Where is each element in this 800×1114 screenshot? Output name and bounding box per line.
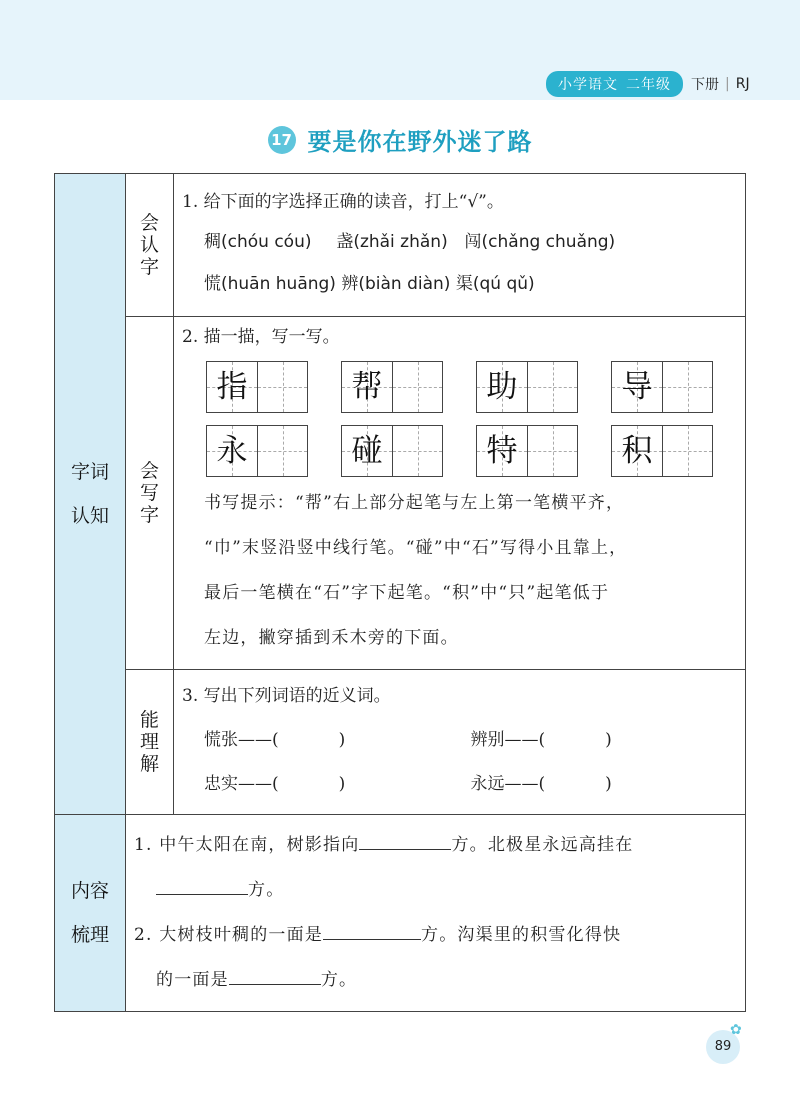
writing-grid[interactable]	[476, 361, 578, 413]
pinyin-char: 闯	[464, 232, 482, 252]
neirong-content	[126, 815, 746, 1012]
pinyin-char: 盏	[336, 232, 354, 252]
separator: |	[725, 76, 730, 92]
category-line: 梳理	[70, 924, 109, 946]
category-neirong-shuli	[55, 815, 126, 1012]
question-text: 方。北极星永远高挂在	[451, 835, 634, 855]
question-text: 方。沟渠里的积雪化得快	[421, 925, 622, 945]
subcategory-label: 会写字	[139, 460, 159, 526]
subcategory-nenglijie	[126, 670, 174, 815]
subject-grade-pill	[546, 71, 683, 97]
lesson-title: 要是你在野外迷了路	[307, 128, 533, 156]
question-text: 方。	[248, 880, 285, 900]
answer-blank[interactable]	[323, 920, 421, 940]
huirenzi-content	[174, 174, 746, 317]
model-char: 帮	[351, 369, 383, 405]
pinyin-options[interactable]: (chóu cóu)	[221, 232, 312, 252]
volume-label: 下册	[691, 77, 719, 93]
flower-decoration-icon: ✿	[730, 1022, 742, 1038]
writing-grid-row	[182, 425, 737, 477]
tip-line: “巾”末竖沿竖中线行笔。“碰”中“石”写得小且靠上，	[204, 538, 628, 558]
model-char: 碰	[351, 433, 383, 469]
paren-close: )	[605, 774, 612, 794]
question-2	[134, 913, 739, 958]
model-char: 指	[216, 369, 248, 405]
question-1-cont	[134, 868, 739, 913]
synonym-item	[204, 718, 471, 762]
synonym-row	[182, 718, 737, 762]
answer-blank[interactable]	[229, 965, 321, 985]
pinyin-options[interactable]: (chǎng chuǎng)	[481, 232, 616, 252]
pinyin-options[interactable]: (qú qǔ)	[472, 274, 535, 294]
practice-cell[interactable]	[392, 426, 442, 476]
instruction: 3. 写出下列词语的近义词。	[182, 686, 391, 706]
synonym-item	[204, 762, 471, 806]
subject-label: 小学语文	[558, 77, 618, 93]
writing-grid[interactable]	[476, 425, 578, 477]
pinyin-char: 稠	[204, 232, 221, 252]
dash: ——	[504, 774, 539, 794]
tip-line: 最后一笔横在“石”字下起笔。“积”中“只”起笔低于	[204, 583, 610, 603]
pinyin-char: 渠	[455, 274, 473, 294]
subcategory-label: 能理解	[139, 709, 159, 775]
answer-blank[interactable]	[359, 830, 451, 850]
pinyin-char: 慌	[204, 274, 221, 294]
lesson-heading	[0, 122, 800, 157]
category-line: 认知	[70, 505, 109, 527]
model-char: 积	[621, 433, 653, 469]
synonym-word: 忠实	[204, 774, 238, 794]
question-text: 1. 中午太阳在南，树影指向	[134, 835, 360, 855]
subcategory-label: 会认字	[139, 212, 159, 278]
synonym-row	[182, 762, 737, 806]
synonym-item	[471, 718, 738, 762]
model-char: 导	[621, 369, 653, 405]
practice-cell[interactable]	[257, 362, 307, 412]
answer-blank[interactable]	[156, 875, 248, 895]
category-line: 字词	[70, 461, 109, 483]
synonym-item	[471, 762, 738, 806]
model-char: 助	[486, 369, 518, 405]
subcategory-huirenzi	[126, 174, 174, 317]
practice-cell[interactable]	[257, 426, 307, 476]
row-huixiezi	[55, 317, 746, 670]
question-1	[134, 823, 739, 868]
model-char: 特	[486, 433, 518, 469]
lesson-number-badge: 17	[268, 126, 296, 154]
grade-label: 二年级	[626, 77, 671, 93]
dash: ——	[238, 774, 272, 794]
writing-grid[interactable]	[206, 425, 308, 477]
paren-open: (	[272, 774, 279, 794]
tip-line: 书写提示：“帮”右上部分起笔与左上第一笔横平齐，	[204, 493, 625, 513]
practice-cell[interactable]	[527, 362, 577, 412]
instruction: 2. 描一描，写一写。	[182, 327, 340, 347]
edition-label: RJ	[735, 76, 750, 92]
practice-cell[interactable]	[662, 426, 712, 476]
synonym-word: 慌张	[204, 730, 238, 750]
writing-grid[interactable]	[341, 425, 443, 477]
paren-open: (	[538, 774, 546, 794]
subcategory-huixiezi	[126, 317, 174, 670]
huixiezi-content	[174, 317, 746, 670]
question-text: 的一面是	[156, 970, 229, 990]
pinyin-row	[182, 265, 737, 303]
dash: ——	[238, 730, 272, 750]
writing-grid[interactable]	[611, 361, 713, 413]
paren-open: (	[538, 730, 546, 750]
category-line: 内容	[70, 880, 109, 902]
writing-tip	[182, 481, 737, 661]
writing-grid[interactable]	[341, 361, 443, 413]
pinyin-options[interactable]: (huān huāng)	[221, 274, 336, 294]
pinyin-char: 辨	[341, 274, 359, 294]
writing-grid[interactable]	[611, 425, 713, 477]
question-text: 2. 大树枝叶稠的一面是	[134, 925, 324, 945]
question-text: 方。	[320, 970, 358, 990]
category-zici-renzhi	[55, 174, 126, 815]
writing-grid-row	[182, 361, 737, 413]
row-neirong	[55, 815, 746, 1012]
pinyin-row	[182, 220, 737, 265]
practice-cell[interactable]	[527, 426, 577, 476]
paren-open: (	[272, 730, 279, 750]
nenglijie-content	[174, 670, 746, 815]
paren-close: )	[338, 730, 346, 750]
paren-close: )	[338, 774, 346, 794]
row-nenglijie	[55, 670, 746, 815]
instruction: 1. 给下面的字选择正确的读音，打上“√”。	[182, 192, 504, 212]
question-2-cont	[134, 958, 739, 1003]
paren-close: )	[605, 730, 612, 750]
practice-cell[interactable]	[662, 362, 712, 412]
synonym-word: 辨别	[470, 730, 505, 750]
dash: ——	[504, 730, 539, 750]
row-huirenzi	[55, 174, 746, 317]
writing-grid[interactable]	[206, 361, 308, 413]
book-series-label	[546, 72, 750, 96]
pinyin-options[interactable]: (biàn diàn)	[358, 274, 451, 294]
pinyin-options[interactable]: (zhǎi zhǎn)	[353, 232, 448, 252]
model-char: 永	[216, 433, 248, 469]
worksheet-table	[54, 173, 746, 1012]
synonym-word: 永远	[470, 774, 505, 794]
page-number: 89	[706, 1030, 740, 1064]
practice-cell[interactable]	[392, 362, 442, 412]
tip-line: 左边，撇穿插到禾木旁的下面。	[204, 628, 459, 648]
